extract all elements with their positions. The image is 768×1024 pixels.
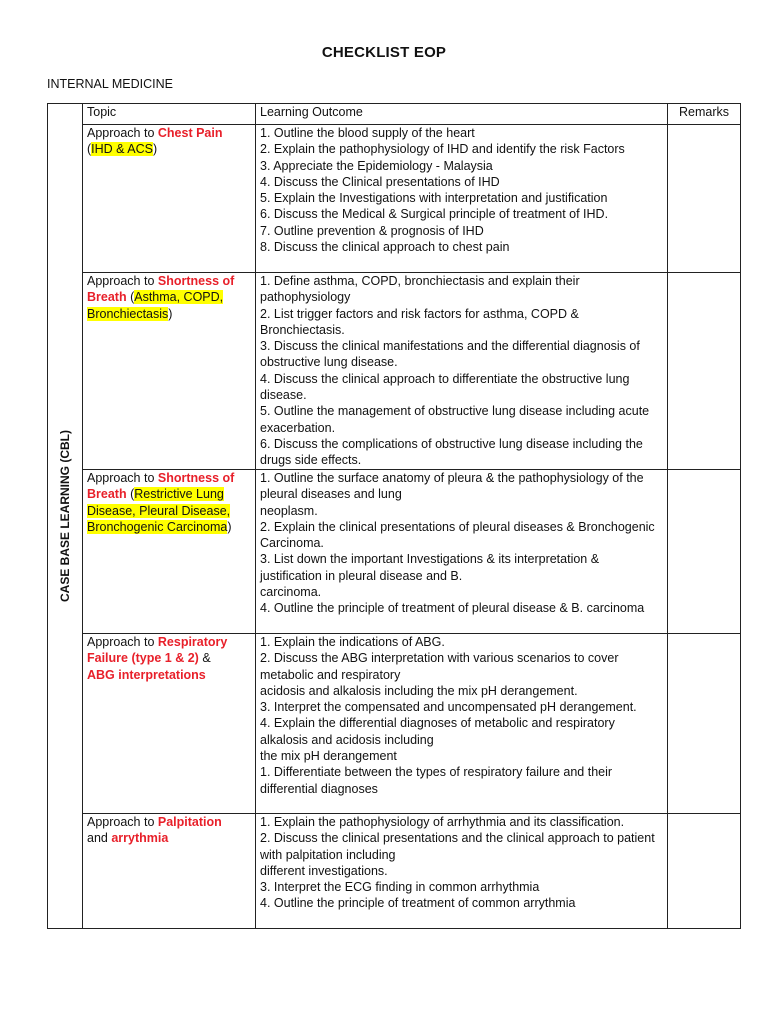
remarks-cell[interactable] <box>668 814 741 929</box>
outcome-line: 2. List trigger factors and risk factors for asthma, COPD & Bronchiectasis. <box>260 306 579 337</box>
outcome-line: acidosis and alkalosis including the mix pH derangement. <box>260 683 578 698</box>
outcome-line: 1. Explain the pathophysiology of arrhythmia and its classification. <box>260 815 625 829</box>
outcome-line: carcinoma. <box>260 585 322 600</box>
topic-highlight: Asthma, COPD, Bronchiectasis <box>87 290 224 321</box>
outcome-line: 3. List down the important Investigations & its interpretation & justification in pleural disease and B. <box>260 552 600 583</box>
topic-text: ( <box>126 487 135 502</box>
outcome-line: 2. Explain the pathophysiology of IHD and identify the risk Factors <box>260 142 625 157</box>
topic-text: ) <box>168 306 173 321</box>
remarks-cell[interactable] <box>668 634 741 814</box>
header-topic: Topic <box>83 104 256 125</box>
outcome-cell <box>256 634 668 814</box>
outcome-line: 4. Outline the principle of treatment of pleural disease & B. carcinoma <box>260 601 645 616</box>
table-row <box>48 470 741 634</box>
topic-cell <box>83 125 256 273</box>
outcome-line: 3. Interpret the ECG finding in common arrhythmia <box>260 880 540 895</box>
outcome-line: 3. Discuss the clinical manifestations and the differential diagnosis of obstructive lung disease. <box>260 339 640 370</box>
header-remarks: Remarks <box>668 104 741 125</box>
outcome-line: neoplasm. <box>260 503 318 518</box>
topic-text: and <box>87 831 112 846</box>
topic-text: ) <box>227 519 232 534</box>
topic-keyword: Palpitation <box>157 815 222 829</box>
outcome-line: 1. Define asthma, COPD, bronchiectasis and explain their pathophysiology <box>260 274 580 305</box>
topic-text: ( <box>87 142 92 157</box>
outcome-cell <box>256 273 668 470</box>
outcome-cell <box>256 470 668 634</box>
topic-keyword: Shortness of Breath <box>87 471 235 502</box>
topic-text: ) <box>153 142 158 157</box>
outcome-line: 3. Appreciate the Epidemiology - Malaysia <box>260 158 493 173</box>
outcome-line: 1. Outline the surface anatomy of pleura & the pathophysiology of the pleural diseases and lung <box>260 471 644 502</box>
outcome-line: 2. Discuss the clinical presentations and the clinical approach to patient with palpitation including <box>260 831 655 862</box>
outcome-line: 2. Explain the clinical presentations of pleural diseases & Bronchogenic Carcinoma. <box>260 519 655 551</box>
topic-cell <box>83 470 256 634</box>
topic-text: Approach to <box>87 471 158 485</box>
outcome-line: 1. Differentiate between the types of respiratory failure and their differential diagnoses <box>260 765 613 796</box>
outcome-line: 3. Interpret the compensated and uncompensated pH derangement. <box>260 700 637 715</box>
topic-keyword: ABG interpretations <box>87 667 206 682</box>
topic-cell <box>83 814 256 929</box>
outcome-line: different investigations. <box>260 863 388 878</box>
outcome-line: 4. Explain the differential diagnoses of metabolic and respiratory alkalosis and acidosis including <box>260 716 615 747</box>
outcome-line: the mix pH derangement <box>260 749 397 764</box>
outcome-line: 1. Explain the indications of ABG. <box>260 635 445 649</box>
remarks-cell[interactable] <box>668 470 741 634</box>
topic-text: Approach to <box>87 815 158 829</box>
outcome-line: 4. Discuss the clinical approach to differentiate the obstructive lung disease. <box>260 371 630 403</box>
outcome-line: 4. Outline the principle of treatment of common arrythmia <box>260 896 576 911</box>
outcome-line: 6. Discuss the complications of obstructive lung disease including the drugs side effects. <box>260 436 643 468</box>
outcome-line: 5. Explain the Investigations with interpretation and justification <box>260 191 608 206</box>
outcome-cell <box>256 125 668 273</box>
document-title: CHECKLIST EOP <box>321 44 447 61</box>
topic-cell <box>83 634 256 814</box>
outcome-line: 1. Outline the blood supply of the heart <box>260 126 475 140</box>
checklist-table <box>47 103 741 929</box>
remarks-cell[interactable] <box>668 125 741 273</box>
remarks-cell[interactable] <box>668 273 741 470</box>
topic-text: ( <box>126 290 135 305</box>
topic-keyword: Respiratory Failure (type 1 & 2) <box>87 635 228 666</box>
outcome-line: 2. Discuss the ABG interpretation with various scenarios to cover metabolic and respiratory <box>260 651 619 682</box>
outcome-cell <box>256 814 668 929</box>
table-row <box>48 634 741 814</box>
header-learning-outcome: Learning Outcome <box>256 104 668 125</box>
table-row <box>48 125 741 273</box>
header-row <box>48 104 741 125</box>
topic-cell <box>83 273 256 470</box>
topic-text: Approach to <box>87 274 158 288</box>
table-row <box>48 273 741 470</box>
outcome-line: 7. Outline prevention & prognosis of IHD <box>260 223 484 238</box>
topic-keyword: Shortness of Breath <box>87 274 235 305</box>
topic-keyword: arrythmia <box>111 831 169 846</box>
side-label-cell <box>48 104 83 929</box>
topic-highlight: IHD & ACS <box>91 142 153 157</box>
topic-text: & <box>198 651 211 666</box>
outcome-line: 6. Discuss the Medical & Surgical principle of treatment of IHD. <box>260 207 609 222</box>
outcome-line: 5. Outline the management of obstructive lung disease including acute exacerbation. <box>260 404 650 435</box>
outcome-line: 4. Discuss the Clinical presentations of IHD <box>260 174 500 189</box>
topic-text: Approach to <box>87 126 158 140</box>
topic-highlight: Restrictive Lung Disease, Pleural Disease, Bronchogenic Carcinoma <box>87 487 231 534</box>
outcome-line: 8. Discuss the clinical approach to chest pain <box>260 240 510 255</box>
side-label: CASE BASE LEARNING (CBL) <box>57 429 72 603</box>
section-heading: INTERNAL MEDICINE <box>47 77 173 91</box>
topic-text: Approach to <box>87 635 158 649</box>
table-row <box>48 814 741 929</box>
topic-keyword: Chest Pain <box>157 126 223 140</box>
